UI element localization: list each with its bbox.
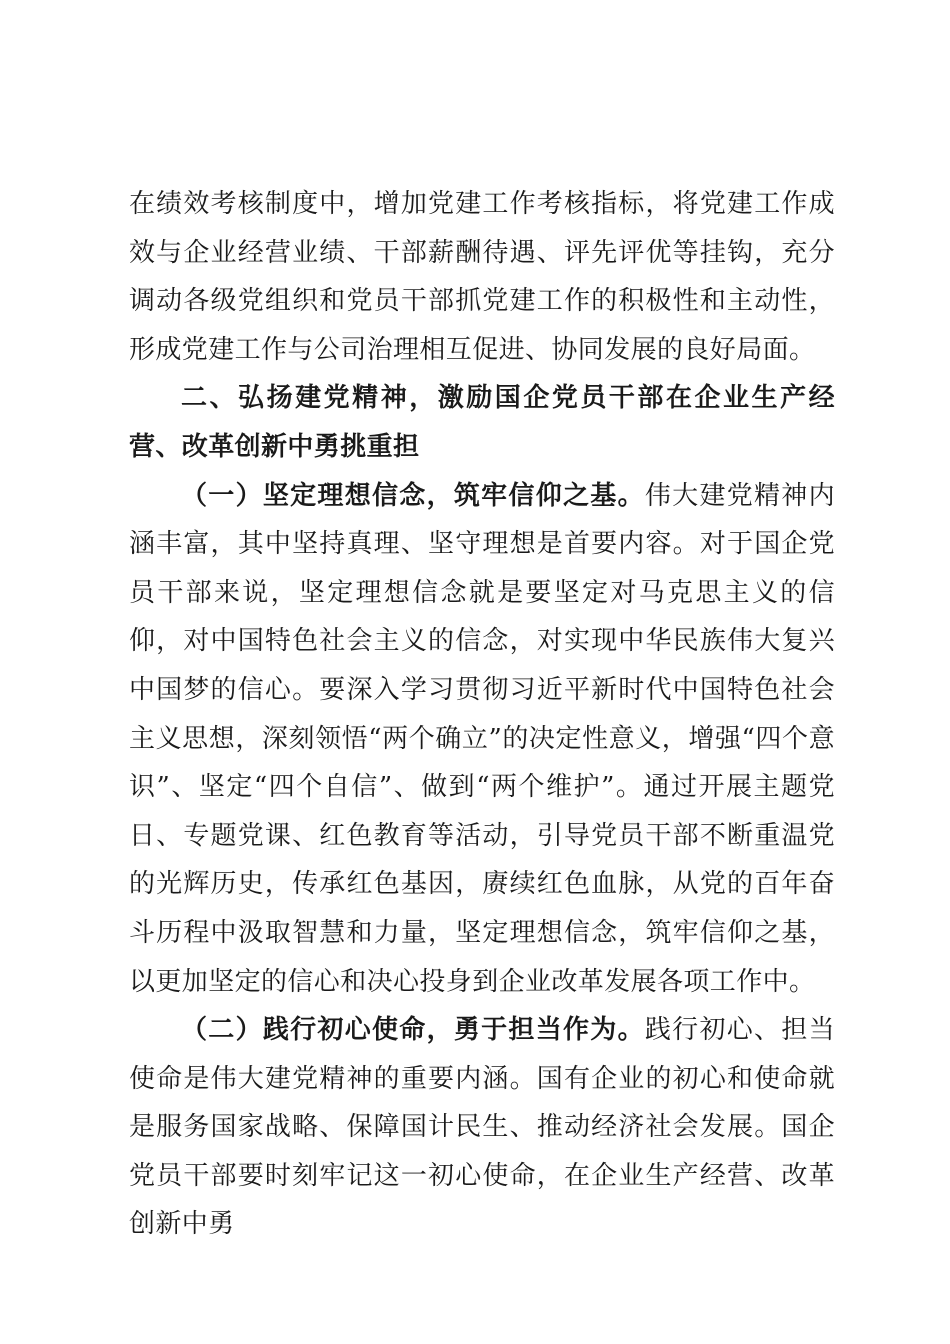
document-body — [129, 180, 835, 1249]
paragraph-body-1: 伟大建党精神内涵丰富，其中坚持真理、坚守理想是首要内容。对于国企党员干部来说，坚定理想信念就是要坚定对马克思主义的信仰，对中国特色社会主义的信念，对实现中华民族伟大复兴中国梦的信心。要深入学习贯彻习近平新时代中国特色社会主义思想，深刻领悟“两个确立”的决定性意义，增强“四个意识”、坚定“四个自信”、做到“两个维护”。通过开展主题党日、专题党课、红色教育等活动，引导党员干部不断重温党的光辉历史，传承红色基因，赓续红色血脉，从党的百年奋斗历程中汲取智慧和力量，坚定理想信念，筑牢信仰之基，以更加坚定的信心和决心投身到企业改革发展各项工作中。 — [129, 480, 835, 997]
paragraph-ideals-beliefs — [129, 472, 835, 1007]
paragraph-body-2: 践行初心、担当使命是伟大建党精神的重要内涵。国有企业的初心和使命就是服务国家战略、保障国计民生、推动经济社会发展。国企党员干部要时刻牢记这一初心使命，在企业生产经营、改革创新中勇 — [129, 1015, 835, 1240]
paragraph-lead-2: （二）践行初心使命，勇于担当作为。 — [181, 1015, 645, 1046]
paragraph-original-mission — [129, 1006, 835, 1249]
paragraph-performance-assessment: 在绩效考核制度中，增加党建工作考核指标，将党建工作成效与企业经营业绩、干部薪酬待遇、评先评优等挂钩，充分调动各级党组织和党员干部抓党建工作的积极性和主动性，形成党建工作与公司治理相互促进、协同发展的良好局面。 — [129, 189, 835, 365]
section-heading-2: 二、弘扬建党精神，激励国企党员干部在企业生产经营、改革创新中勇挑重担 — [129, 383, 835, 462]
paragraph-lead-1: （一）坚定理想信念，筑牢信仰之基。 — [181, 480, 645, 511]
